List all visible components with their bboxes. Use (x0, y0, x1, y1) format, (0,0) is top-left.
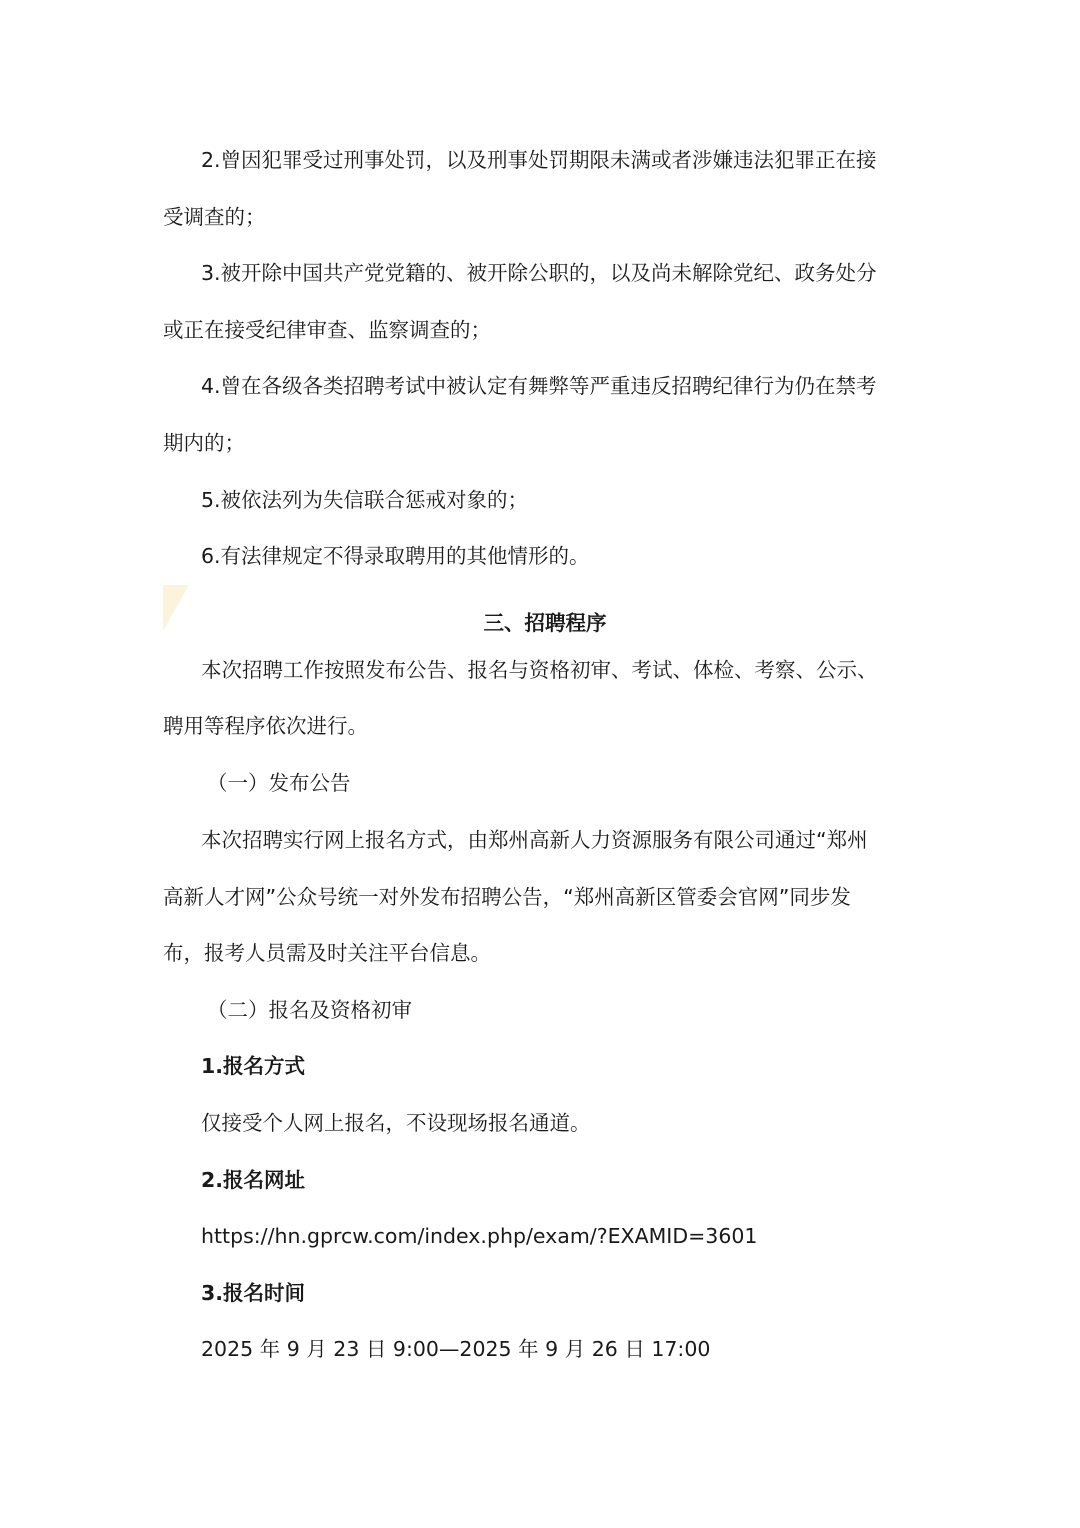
subsection-2-title: （二）报名及资格初审 (207, 998, 412, 1022)
item-4-line-1: 4.曾在各级各类招聘考试中被认定有舞弊等严重违反招聘纪律行为仍在禁考 (201, 374, 877, 398)
item-3-line-2: 或正在接受纪律审查、监察调查的； (163, 318, 491, 342)
item-4-line-2: 期内的； (163, 431, 245, 455)
item-6: 6.有法律规定不得录取聘用的其他情形的。 (201, 544, 590, 568)
registration-method-text: 仅接受个人网上报名，不设现场报名通道。 (201, 1111, 591, 1135)
item-2-line-1: 2.曾因犯罪受过刑事处罚，以及刑事处罚期限未满或者涉嫌违法犯罪正在接 (201, 148, 877, 172)
item-2-line-2: 受调查的； (163, 205, 266, 229)
registration-url-text: https://hn.gprcw.com/index.php/exam/?EXAMID=3601 (201, 1224, 758, 1248)
registration-time-text: 2025 年 9 月 23 日 9:00—2025 年 9 月 26 日 17:00 (201, 1337, 711, 1361)
subsection-1-para-line-1: 本次招聘实行网上报名方式，由郑州高新人力资源服务有限公司通过“郑州 (201, 828, 868, 852)
registration-time-heading: 3.报名时间 (201, 1281, 306, 1305)
item-3-line-1: 3.被开除中国共产党党籍的、被开除公职的，以及尚未解除党纪、政务处分 (201, 261, 877, 285)
section-intro-line-2: 聘用等程序依次进行。 (163, 714, 368, 738)
registration-method-heading: 1.报名方式 (201, 1054, 306, 1078)
registration-url-heading: 2.报名网址 (201, 1168, 306, 1192)
subsection-1-para-line-2: 高新人才网”公众号统一对外发布招聘公告，“郑州高新区管委会官网”同步发 (163, 885, 851, 909)
section-heading: 三、招聘程序 (483, 611, 607, 635)
item-5: 5.被依法列为失信联合惩戒对象的； (201, 488, 529, 512)
section-intro-line-1: 本次招聘工作按照发布公告、报名与资格初审、考试、体检、考察、公示、 (201, 658, 878, 682)
subsection-1-title: （一）发布公告 (207, 771, 351, 795)
subsection-1-para-line-3: 布，报考人员需及时关注平台信息。 (163, 941, 491, 965)
